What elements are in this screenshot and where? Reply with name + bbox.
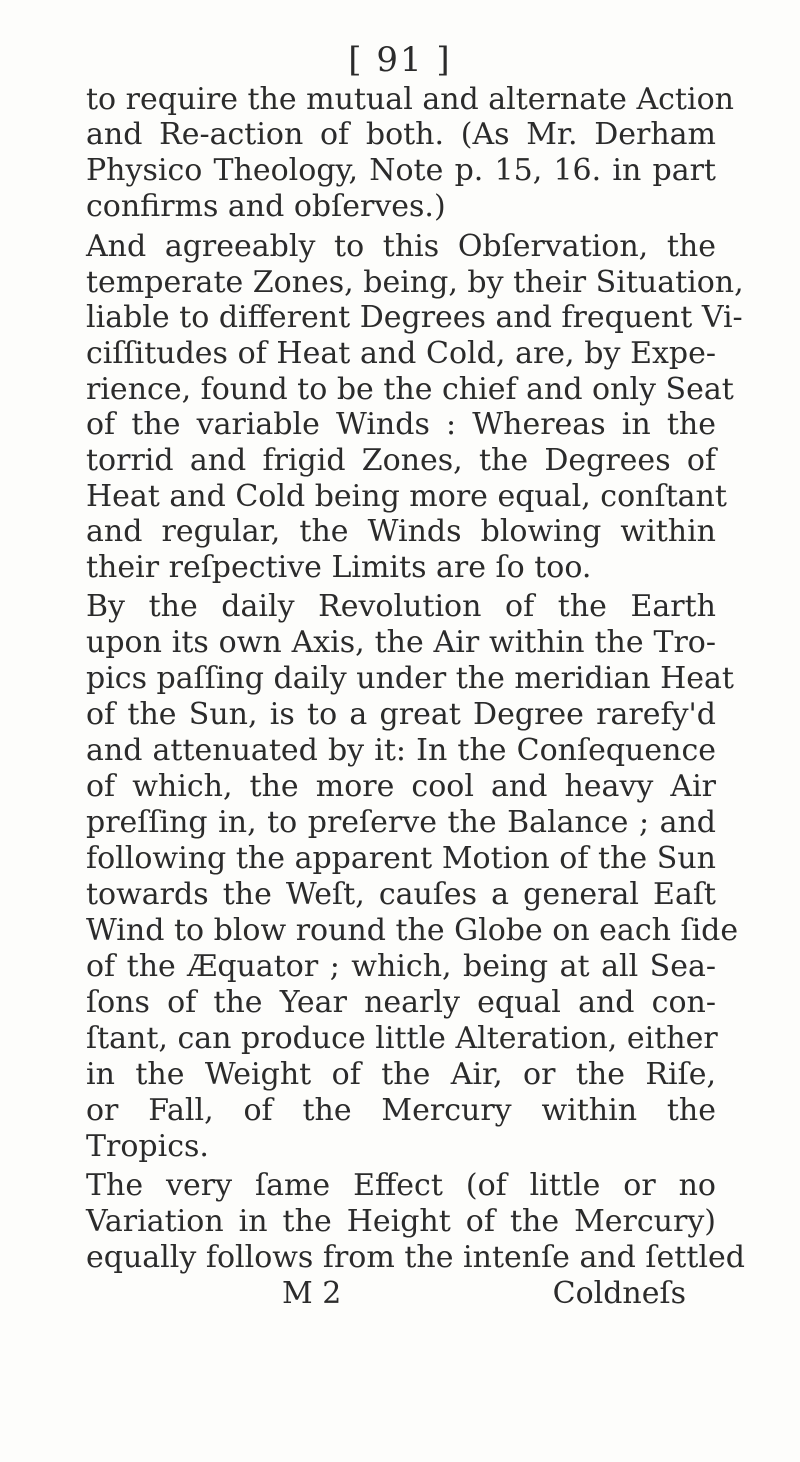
text-line-12: Heat and Cold being more equal, conſtant — [86, 479, 727, 514]
text-line-15: By the daily Revolution of the Earth — [86, 589, 716, 624]
text-line-14: their reſpective Limits are ſo too. — [86, 550, 592, 585]
text-line-5: And agreeably to this Obſervation, the — [86, 229, 716, 264]
text-line-11: torrid and frigid Zones, the Degrees of — [86, 443, 716, 478]
text-line-17: pics paſſing daily under the meridian Heat — [86, 661, 734, 696]
text-line-28: in the Weight of the Air, or the Riſe, — [86, 1057, 716, 1092]
text-line-26: ſons of the Year nearly equal and con- — [86, 985, 716, 1020]
text-line-29: or Fall, of the Mercury within the — [86, 1093, 716, 1128]
text-line-10: of the variable Winds : Whereas in the — [86, 407, 716, 442]
page-number: [ 91 ] — [348, 40, 452, 80]
text-line-25: of the Æquator ; which, being at all Sea- — [86, 949, 716, 984]
text-line-23: towards the Weſt, cauſes a general Eaſt — [86, 877, 716, 912]
text-line-24: Wind to blow round the Globe on each ſide — [86, 913, 739, 948]
text-line-2: and Re-action of both. (As Mr. Derham — [86, 117, 716, 152]
text-line-4: confirms and obſerves.) — [86, 189, 446, 224]
text-line-30: Tropics. — [86, 1129, 209, 1164]
text-line-31: The very ſame Effect (of little or no — [86, 1168, 716, 1203]
catchword: Coldneſs — [552, 1276, 686, 1311]
text-line-16: upon its own Axis, the Air within the Tro- — [86, 625, 716, 660]
text-line-33: equally follows from the intenſe and ſettled — [86, 1240, 745, 1275]
text-line-21: preſſing in, to preſerve the Balance ; and — [86, 805, 716, 840]
text-line-7: liable to different Degrees and frequent Vi- — [86, 300, 743, 335]
text-line-13: and regular, the Winds blowing within — [86, 514, 716, 549]
text-line-32: Variation in the Height of the Mercury) — [86, 1204, 716, 1239]
signature-mark: M 2 — [282, 1276, 342, 1311]
text-line-6: temperate Zones, being, by their Situation, — [86, 265, 744, 300]
text-line-18: of the Sun, is to a great Degree rarefy'd — [86, 697, 716, 732]
text-line-22: following the apparent Motion of the Sun — [86, 841, 716, 876]
text-line-1: to require the mutual and alternate Action — [86, 82, 734, 117]
text-line-27: ſtant, can produce little Alteration, either — [86, 1021, 718, 1056]
text-line-3: Physico Theology, Note p. 15, 16. in part — [86, 153, 716, 188]
text-line-9: rience, found to be the chief and only Seat — [86, 372, 734, 407]
text-line-20: of which, the more cool and heavy Air — [86, 769, 716, 804]
text-line-8: ciſſitudes of Heat and Cold, are, by Expe- — [86, 336, 716, 371]
text-line-19: and attenuated by it: In the Conſequence — [86, 733, 716, 768]
